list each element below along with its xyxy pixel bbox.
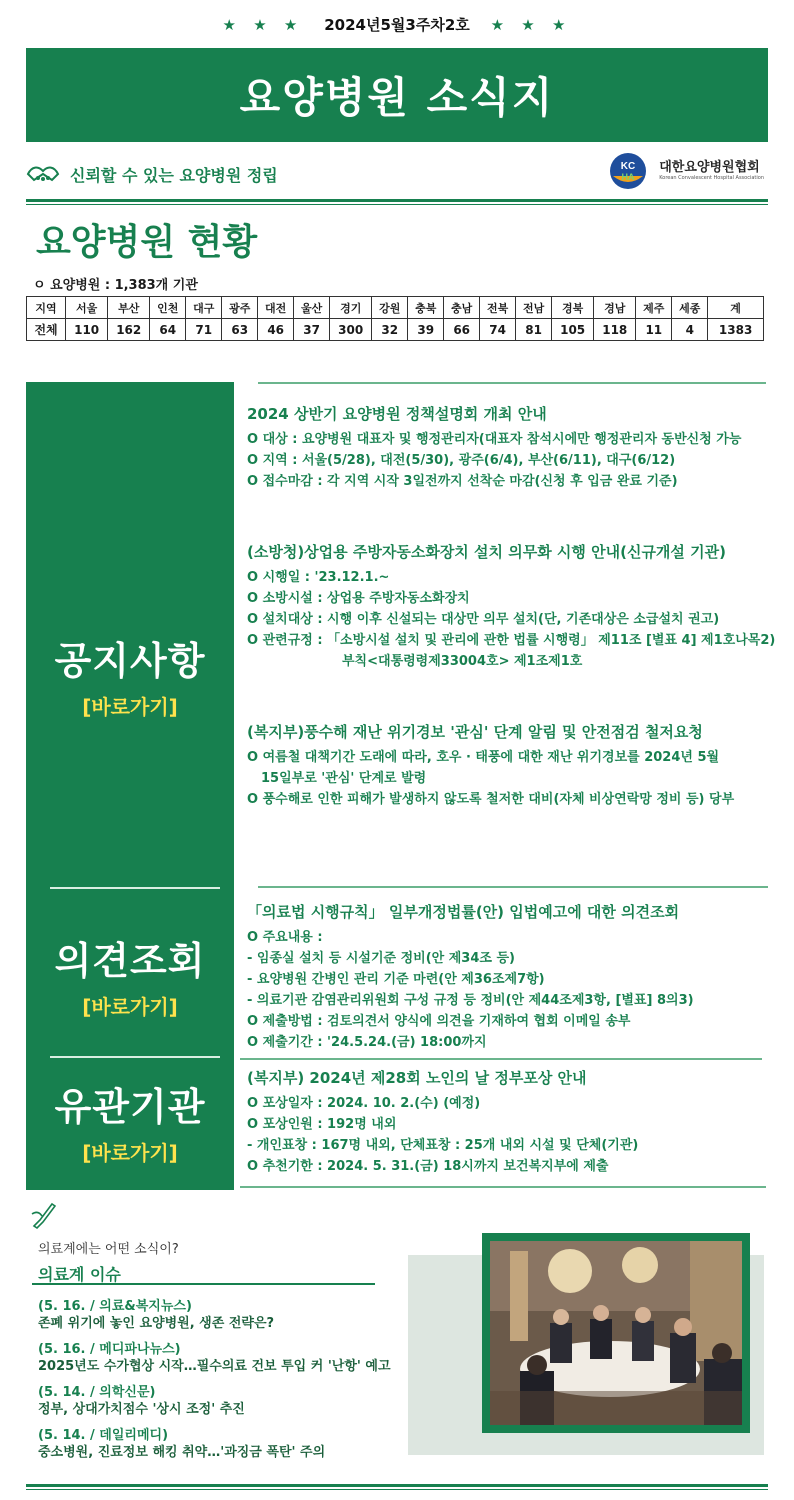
notice-item [247, 404, 794, 492]
table-header-row [27, 297, 764, 319]
notice-shortcut-link[interactable]: [바로가기] [82, 695, 178, 719]
table-cell: 지역 [27, 297, 66, 319]
issue-question: 의료계에는 어떤 소식이? [38, 1242, 179, 1257]
news-headline: 중소병원, 진료정보 해킹 취약…'과징금 폭탄' 주의 [38, 1445, 326, 1460]
table-cell: 제주 [636, 297, 672, 319]
footer-divider [26, 1484, 768, 1487]
table-cell: 46 [258, 319, 294, 341]
table-cell: 경북 [552, 297, 594, 319]
table-cell: 울산 [294, 297, 330, 319]
table-cell: 162 [108, 319, 150, 341]
table-cell: 118 [594, 319, 636, 341]
notice-line: O 풍수해로 인한 피해가 발생하지 않도록 철저한 대비(자체 비상연락망 정비 등) 당부 [247, 792, 735, 807]
table-cell: 1383 [708, 319, 764, 341]
meeting-photo-frame [482, 1233, 750, 1433]
table-cell: 전북 [480, 297, 516, 319]
notice-item [247, 542, 794, 672]
table-cell: 66 [444, 319, 480, 341]
opinion-title: 의견조회 [54, 939, 206, 983]
status-title: 요양병원 현황 [36, 222, 258, 263]
news-headline: 존폐 위기에 놓인 요양병원, 생존 전략은? [38, 1316, 275, 1331]
notice-title[interactable]: 2024 상반기 요양병원 정책설명회 개최 안내 [247, 405, 547, 423]
news-source: (5. 14. / 데일리메디) [38, 1428, 169, 1443]
notice-title[interactable]: (소방청)상업용 주방자동소화장치 설치 의무화 시행 안내(신규개설 기관) [247, 543, 726, 561]
meeting-photo [490, 1241, 742, 1425]
notice-line: 15일부로 '관심' 단계로 발령 [261, 771, 427, 786]
association-name-en: Korean Convalescent Hospital Association [659, 175, 764, 181]
agency-shortcut-link[interactable]: [바로가기] [82, 1141, 178, 1165]
table-cell: 충북 [408, 297, 444, 319]
association-logo-group[interactable] [605, 152, 764, 190]
table-cell: 전남 [516, 297, 552, 319]
table-cell: 경남 [594, 297, 636, 319]
issue-label: 2024년5월3주차2호 [324, 16, 470, 34]
slogan: 신뢰할 수 있는 요양병원 정립 [70, 165, 278, 185]
agency-line: O 포상일자 : 2024. 10. 2.(수) (예정) [247, 1096, 481, 1111]
stars-right: ★ ★ ★ [490, 16, 572, 34]
notice-line: O 시행일 : '23.12.1.~ [247, 570, 390, 585]
agency-title[interactable]: (복지부) 2024년 제28회 노인의 날 정부포상 안내 [247, 1069, 587, 1087]
table-cell: 105 [552, 319, 594, 341]
kcha-logo-text: KC [621, 161, 636, 172]
svg-text:HA: HA [621, 172, 635, 182]
table-cell: 11 [636, 319, 672, 341]
table-cell: 부산 [108, 297, 150, 319]
table-cell: 대구 [186, 297, 222, 319]
table-cell: 충남 [444, 297, 480, 319]
rule [240, 1186, 766, 1188]
agency-line: O 추천기한 : 2024. 5. 31.(금) 18시까지 보건복지부에 제출 [247, 1159, 609, 1174]
table-cell: 71 [186, 319, 222, 341]
opinion-line: - 요양병원 간병인 관리 기준 마련(안 제36조제7항) [247, 972, 545, 987]
opinion-block [26, 930, 234, 1020]
table-cell: 110 [66, 319, 108, 341]
news-item[interactable] [38, 1298, 274, 1332]
table-cell: 63 [222, 319, 258, 341]
title-banner [26, 48, 768, 142]
kcha-logo-icon [605, 152, 651, 190]
notice-line: O 여름철 대책기간 도래에 따라, 호우 · 태풍에 대한 재난 위기경보를 2024년 5월 [247, 750, 720, 765]
table-cell: 서울 [66, 297, 108, 319]
notice-line: O 지역 : 서울(5/28), 대전(5/30), 광주(6/4), 부산(6/11), 대구(6/12) [247, 453, 676, 468]
opinion-title[interactable]: 「의료법 시행규칙」 일부개정법률(안) 입법예고에 대한 의견조회 [247, 903, 680, 921]
news-item[interactable] [38, 1427, 325, 1461]
notice-item [247, 722, 794, 810]
table-cell: 64 [150, 319, 186, 341]
notice-title: 공지사항 [54, 639, 206, 683]
association-name: 대한요양병원협회 [659, 160, 760, 175]
rule [258, 382, 766, 384]
divider [26, 199, 768, 202]
table-cell: 대전 [258, 297, 294, 319]
news-item[interactable] [38, 1384, 245, 1418]
notice-line: O 대상 : 요양병원 대표자 및 행정관리자(대표자 참석시에만 행정관리자 동반신청 가능 [247, 432, 742, 447]
agency-block [26, 1076, 234, 1166]
news-item[interactable] [38, 1341, 391, 1375]
hospital-count: ㅇ 요양병원 : 1,383개 기관 [33, 278, 198, 293]
pen-hand-icon [30, 1200, 56, 1230]
newsletter-title: 요양병원 소식지 [239, 73, 555, 122]
table-cell: 전체 [27, 319, 66, 341]
table-cell: 인천 [150, 297, 186, 319]
notice-block [26, 630, 234, 720]
table-cell: 74 [480, 319, 516, 341]
table-cell: 광주 [222, 297, 258, 319]
issue-heading: 의료계 이슈 [38, 1265, 121, 1284]
table-cell: 300 [330, 319, 372, 341]
stars-left: ★ ★ ★ [222, 16, 304, 34]
sidebar [26, 382, 234, 1190]
table-cell: 강원 [372, 297, 408, 319]
table-cell: 39 [408, 319, 444, 341]
region-table [26, 296, 764, 341]
news-headline: 2025년도 수가협상 시작…필수의료 건보 투입 커 '난항' 예고 [38, 1359, 391, 1374]
rule [258, 886, 768, 888]
table-cell: 81 [516, 319, 552, 341]
sidebar-divider [50, 1056, 220, 1058]
notice-title[interactable]: (복지부)풍수해 재난 위기경보 '관심' 단계 알림 및 안전점검 철저요청 [247, 723, 703, 741]
table-row [27, 319, 764, 341]
news-headline: 정부, 상대가치점수 '상시 조정' 추진 [38, 1402, 245, 1417]
agency-line: - 개인표창 : 167명 내외, 단체표창 : 25개 내외 시설 및 단체(기관) [247, 1138, 639, 1153]
notice-line: 부칙<대통령령제33004호> 제1조제1호 [342, 654, 583, 669]
rule [32, 1283, 375, 1285]
opinion-line: - 의료기관 감염관리위원회 구성 규정 등 정비(안 제44조제3항, [별표] 8의3) [247, 993, 694, 1008]
opinion-line: O 주요내용 : [247, 930, 323, 945]
agency-title: 유관기관 [54, 1085, 206, 1129]
opinion-line: - 임종실 설치 등 시설기준 정비(안 제34조 등) [247, 951, 515, 966]
table-cell: 경기 [330, 297, 372, 319]
subtitle-row [26, 150, 768, 198]
news-source: (5. 16. / 메디파나뉴스) [38, 1342, 181, 1357]
opinion-line: O 제출기간 : '24.5.24.(금) 18:00까지 [247, 1035, 487, 1050]
issue-line [0, 14, 794, 35]
opinion-item [247, 902, 794, 1053]
notice-line: O 관련규정 : 「소방시설 설치 및 관리에 관한 법률 시행령」 제11조 [별표 4] 제1호나목2) [247, 633, 776, 648]
opinion-shortcut-link[interactable]: [바로가기] [82, 995, 178, 1019]
table-cell: 37 [294, 319, 330, 341]
table-cell: 세종 [672, 297, 708, 319]
table-cell: 계 [708, 297, 764, 319]
agency-line: O 포상인원 : 192명 내외 [247, 1117, 397, 1132]
sidebar-divider [50, 887, 220, 889]
news-source: (5. 16. / 의료&복지뉴스) [38, 1299, 192, 1314]
table-cell: 4 [672, 319, 708, 341]
notice-line: O 소방시설 : 상업용 주방자동소화장치 [247, 591, 470, 606]
table-cell: 32 [372, 319, 408, 341]
notice-line: O 접수마감 : 각 지역 시작 3일전까지 선착순 마감(신청 후 입금 완료 기준) [247, 474, 678, 489]
handshake-icon [26, 162, 60, 186]
opinion-line: O 제출방법 : 검토의견서 양식에 의견을 기재하여 협회 이메일 송부 [247, 1014, 631, 1029]
notice-line: O 설치대상 : 시행 이후 신설되는 대상만 의무 설치(단, 기존대상은 소급설치 권고) [247, 612, 720, 627]
news-source: (5. 14. / 의학신문) [38, 1385, 156, 1400]
rule [240, 1058, 762, 1060]
agency-item [247, 1068, 794, 1177]
